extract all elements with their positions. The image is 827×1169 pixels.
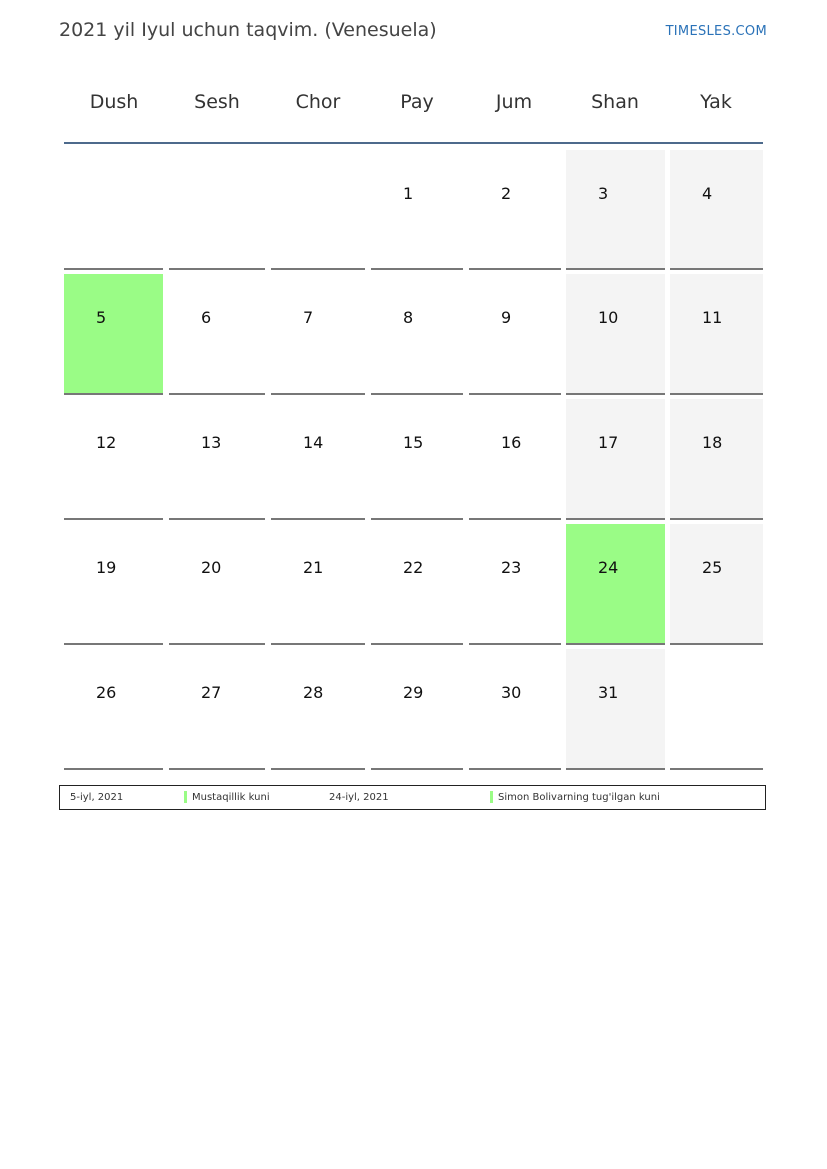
- day-cell: [670, 150, 763, 270]
- weekday-header: Chor: [295, 91, 341, 113]
- day-cell: [371, 399, 463, 520]
- day-cell: [271, 649, 365, 770]
- day-cell: [271, 150, 365, 270]
- legend-name-1: Mustaqillik kuni: [192, 792, 270, 803]
- day-number: 29: [403, 683, 424, 702]
- day-number: 8: [403, 308, 414, 327]
- day-number: 10: [598, 308, 619, 327]
- day-number: 4: [702, 184, 713, 203]
- header-rule: [64, 142, 763, 144]
- day-number: 21: [303, 558, 324, 577]
- day-number: 26: [96, 683, 117, 702]
- day-number: 12: [96, 433, 117, 452]
- day-cell: [371, 274, 463, 395]
- weekday-header: Pay: [400, 91, 434, 113]
- day-cell: [64, 649, 163, 770]
- day-number: 7: [303, 308, 314, 327]
- day-cell: [64, 524, 163, 645]
- day-number: 19: [96, 558, 117, 577]
- day-cell: [64, 274, 163, 395]
- day-number: 31: [598, 683, 619, 702]
- day-cell: [469, 524, 561, 645]
- day-cell: [169, 150, 265, 270]
- day-cell: [64, 399, 163, 520]
- day-cell: [169, 274, 265, 395]
- day-cell: [469, 150, 561, 270]
- day-cell: [169, 649, 265, 770]
- day-cell: [169, 524, 265, 645]
- legend-date-1: 5-iyl, 2021: [70, 792, 124, 803]
- day-cell: [670, 524, 763, 645]
- day-cell: [371, 524, 463, 645]
- day-cell: [169, 399, 265, 520]
- weekday-header: Jum: [495, 91, 533, 113]
- day-cell: [566, 399, 665, 520]
- legend-marker-1: [184, 791, 187, 803]
- day-number: 3: [598, 184, 609, 203]
- day-number: 15: [403, 433, 424, 452]
- day-number: 16: [501, 433, 522, 452]
- legend-name-2: Simon Bolivarning tug'ilgan kuni: [498, 792, 660, 803]
- day-number: 18: [702, 433, 723, 452]
- weekday-header: Dush: [89, 91, 139, 113]
- day-number: 27: [201, 683, 222, 702]
- legend-marker-2: [490, 791, 493, 803]
- day-number: 14: [303, 433, 324, 452]
- day-cell: [469, 274, 561, 395]
- page-title: 2021 yil Iyul uchun taqvim. (Venesuela): [59, 19, 437, 41]
- day-number: 30: [501, 683, 522, 702]
- day-number: 22: [403, 558, 424, 577]
- day-cell: [271, 399, 365, 520]
- legend-box: [59, 785, 766, 810]
- day-number: 11: [702, 308, 723, 327]
- day-cell: [670, 399, 763, 520]
- day-number: 20: [201, 558, 222, 577]
- day-cell: [371, 649, 463, 770]
- weekday-header: Sesh: [194, 91, 240, 113]
- weekday-header: Yak: [700, 91, 732, 113]
- day-number: 5: [96, 308, 107, 327]
- day-number: 28: [303, 683, 324, 702]
- day-number: 24: [598, 558, 619, 577]
- day-number: 25: [702, 558, 723, 577]
- legend-date-2: 24-iyl, 2021: [329, 792, 389, 803]
- day-number: 17: [598, 433, 619, 452]
- day-cell: [64, 150, 163, 270]
- day-cell: [469, 399, 561, 520]
- day-cell: [566, 524, 665, 645]
- day-number: 1: [403, 184, 414, 203]
- weekday-header: Shan: [591, 91, 639, 113]
- day-number: 6: [201, 308, 212, 327]
- day-cell: [566, 649, 665, 770]
- day-cell: [566, 150, 665, 270]
- day-cell: [271, 274, 365, 395]
- day-cell: [566, 274, 665, 395]
- day-cell: [469, 649, 561, 770]
- day-number: 9: [501, 308, 512, 327]
- day-cell: [271, 524, 365, 645]
- day-number: 13: [201, 433, 222, 452]
- day-cell: [670, 649, 763, 770]
- day-number: 23: [501, 558, 522, 577]
- day-number: 2: [501, 184, 512, 203]
- day-cell: [670, 274, 763, 395]
- brand-link[interactable]: TIMESLES.COM: [665, 24, 767, 39]
- day-cell: [371, 150, 463, 270]
